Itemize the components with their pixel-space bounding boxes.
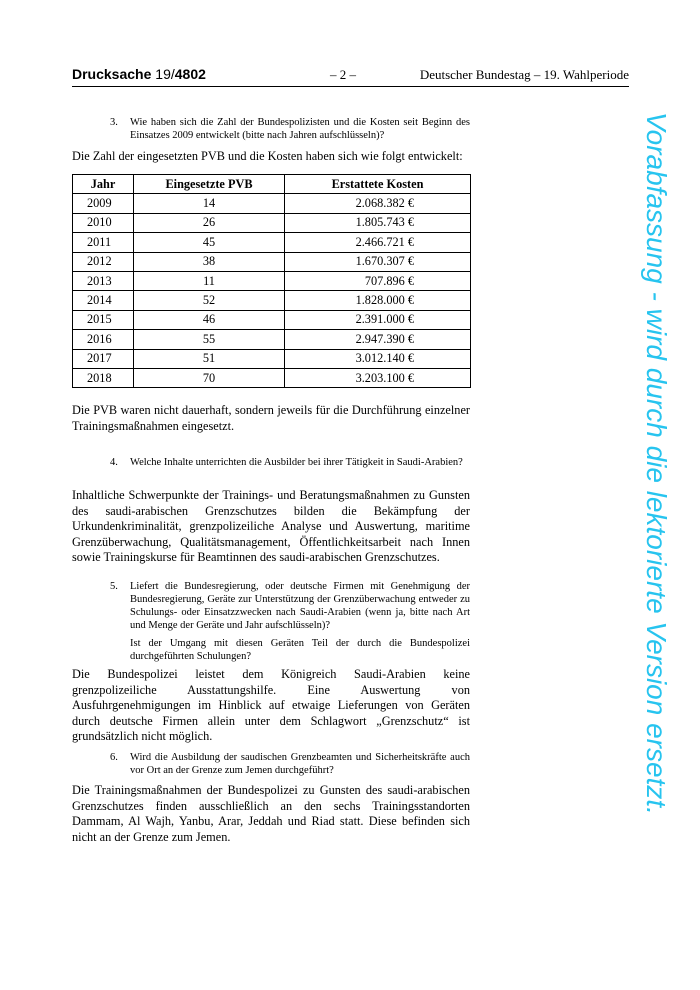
question-text-followup: Ist der Umgang mit diesen Geräten Teil der durch die Bundespolizei durchgeführten Schulungen? — [130, 638, 470, 662]
table-row — [73, 271, 471, 290]
pvb-cost-table — [72, 174, 471, 388]
year-cell: 2013 — [73, 271, 134, 290]
year-cell: 2017 — [73, 349, 134, 368]
table-row — [73, 310, 471, 329]
pvb-cell: 11 — [134, 271, 285, 290]
answer-4: Inhaltliche Schwerpunkte der Trainings- und Beratungsmaßnahmen zu Gunsten des saudi-arabischen Grenzschutzes bilden die Bekämpfung der Urkundenkriminalität, grenzpolizeiliche Analyse und Auswertung, maritime Grenzüberwachung, Qualitätsmanagement, Öffentlichkeitsarbeit nach Innen sowie Trainingskurse für Beamtinnen des saudi-arabischen Grenzschutzes. — [72, 488, 470, 564]
question-number: 4. — [110, 457, 118, 468]
question-text: Wird die Ausbildung der saudischen Grenzbeamten und Sicherheitskräfte auch vor Ort an der Grenze zum Jemen durchgeführt? — [130, 752, 470, 776]
cost-cell: 3.203.100 € — [285, 368, 471, 387]
cost-cell: 1.670.307 € — [285, 252, 471, 271]
year-cell: 2015 — [73, 310, 134, 329]
document-number — [72, 66, 206, 82]
question-text: Wie haben sich die Zahl der Bundespolizisten und die Kosten seit Beginn des Einsatzes 2009 entwickelt (bitte nach Jahren aufschlüsseln)? — [130, 117, 470, 141]
watermark: Vorabfassung - wird durch die lektorierte Version ersetzt. — [641, 112, 672, 815]
year-cell: 2012 — [73, 252, 134, 271]
doc-period: 19/ — [155, 66, 175, 82]
pvb-cell: 46 — [134, 310, 285, 329]
question-text: Liefert die Bundesregierung, oder deutsche Firmen mit Genehmigung der Bundesregierung, Geräte zur Unterstützung der Grenzüberwachung entweder zu Schulungs- oder Einsatzzwecken nach Saudi-Arabien (wenn ja, bitte nach Art und Menge der Geräte und Jahr aufschlüsseln)? — [130, 581, 470, 631]
year-cell: 2018 — [73, 368, 134, 387]
pvb-cell: 45 — [134, 233, 285, 252]
pvb-cell: 55 — [134, 330, 285, 349]
table-header-row — [73, 175, 471, 194]
answer-3-intro: Die Zahl der eingesetzten PVB und die Kosten haben sich wie folgt entwickelt: — [72, 149, 463, 163]
cost-cell: 2.466.721 € — [285, 233, 471, 252]
question-text: Welche Inhalte unterrichten die Ausbilder bei ihrer Tätigkeit in Saudi-Arabien? — [130, 457, 463, 468]
answer-6: Die Trainingsmaßnahmen der Bundespolizei zu Gunsten des saudi-arabischen Grenzschutzes finden ausschließlich an den sechs Trainingsstandorten Dammam, Al Wajh, Yanbu, Arar, Jeddah und Riad statt. Diese befinden sich nicht an der Grenze zum Jemen. — [72, 783, 470, 844]
column-header: Erstattete Kosten — [285, 175, 471, 194]
question-number: 5. — [110, 581, 118, 592]
publisher: Deutscher Bundestag – 19. Wahlperiode — [419, 67, 629, 82]
table-row — [73, 330, 471, 349]
page-header — [72, 66, 629, 87]
question-5 — [110, 580, 470, 663]
pvb-cell: 51 — [134, 349, 285, 368]
table-row — [73, 233, 471, 252]
question-6 — [110, 751, 470, 777]
answer-5: Die Bundespolizei leistet dem Königreich Saudi-Arabien keine grenzpolizeiliche Ausstattungshilfe. Eine Auswertung von Ausfuhrgenehmigungen im Hinblick auf etwaige Lieferungen von Geräten durch deutsche Firmen allein unter dem Schlagwort „Grenzschutz“ ist grundsätzlich nicht möglich. — [72, 667, 470, 743]
table-row — [73, 349, 471, 368]
cost-cell: 1.828.000 € — [285, 291, 471, 310]
answer-3-outro: Die PVB waren nicht dauerhaft, sondern jeweils für die Durchführung einzelner Trainingsmaßnahmen eingesetzt. — [72, 403, 470, 433]
question-3 — [110, 116, 470, 142]
year-cell: 2010 — [73, 213, 134, 232]
cost-cell: 2.391.000 € — [285, 310, 471, 329]
year-cell: 2011 — [73, 233, 134, 252]
table-row — [73, 291, 471, 310]
question-4 — [110, 456, 470, 469]
cost-cell: 3.012.140 € — [285, 349, 471, 368]
question-number: 3. — [110, 117, 118, 128]
cost-cell: 1.805.743 € — [285, 213, 471, 232]
pvb-cell: 70 — [134, 368, 285, 387]
question-number: 6. — [110, 752, 118, 763]
table-row — [73, 194, 471, 213]
pvb-cell: 14 — [134, 194, 285, 213]
page-number: – 2 – — [330, 67, 356, 82]
pvb-cell: 26 — [134, 213, 285, 232]
pvb-cell: 52 — [134, 291, 285, 310]
column-header: Eingesetzte PVB — [134, 175, 285, 194]
year-cell: 2009 — [73, 194, 134, 213]
cost-cell: 2.068.382 € — [285, 194, 471, 213]
cost-cell: 707.896 € — [285, 271, 471, 290]
doc-label: Drucksache — [72, 66, 152, 82]
doc-number: 4802 — [174, 66, 206, 82]
table-row — [73, 368, 471, 387]
table-row — [73, 252, 471, 271]
pvb-cell: 38 — [134, 252, 285, 271]
table-row — [73, 213, 471, 232]
column-header: Jahr — [73, 175, 134, 194]
year-cell: 2014 — [73, 291, 134, 310]
year-cell: 2016 — [73, 330, 134, 349]
cost-cell: 2.947.390 € — [285, 330, 471, 349]
